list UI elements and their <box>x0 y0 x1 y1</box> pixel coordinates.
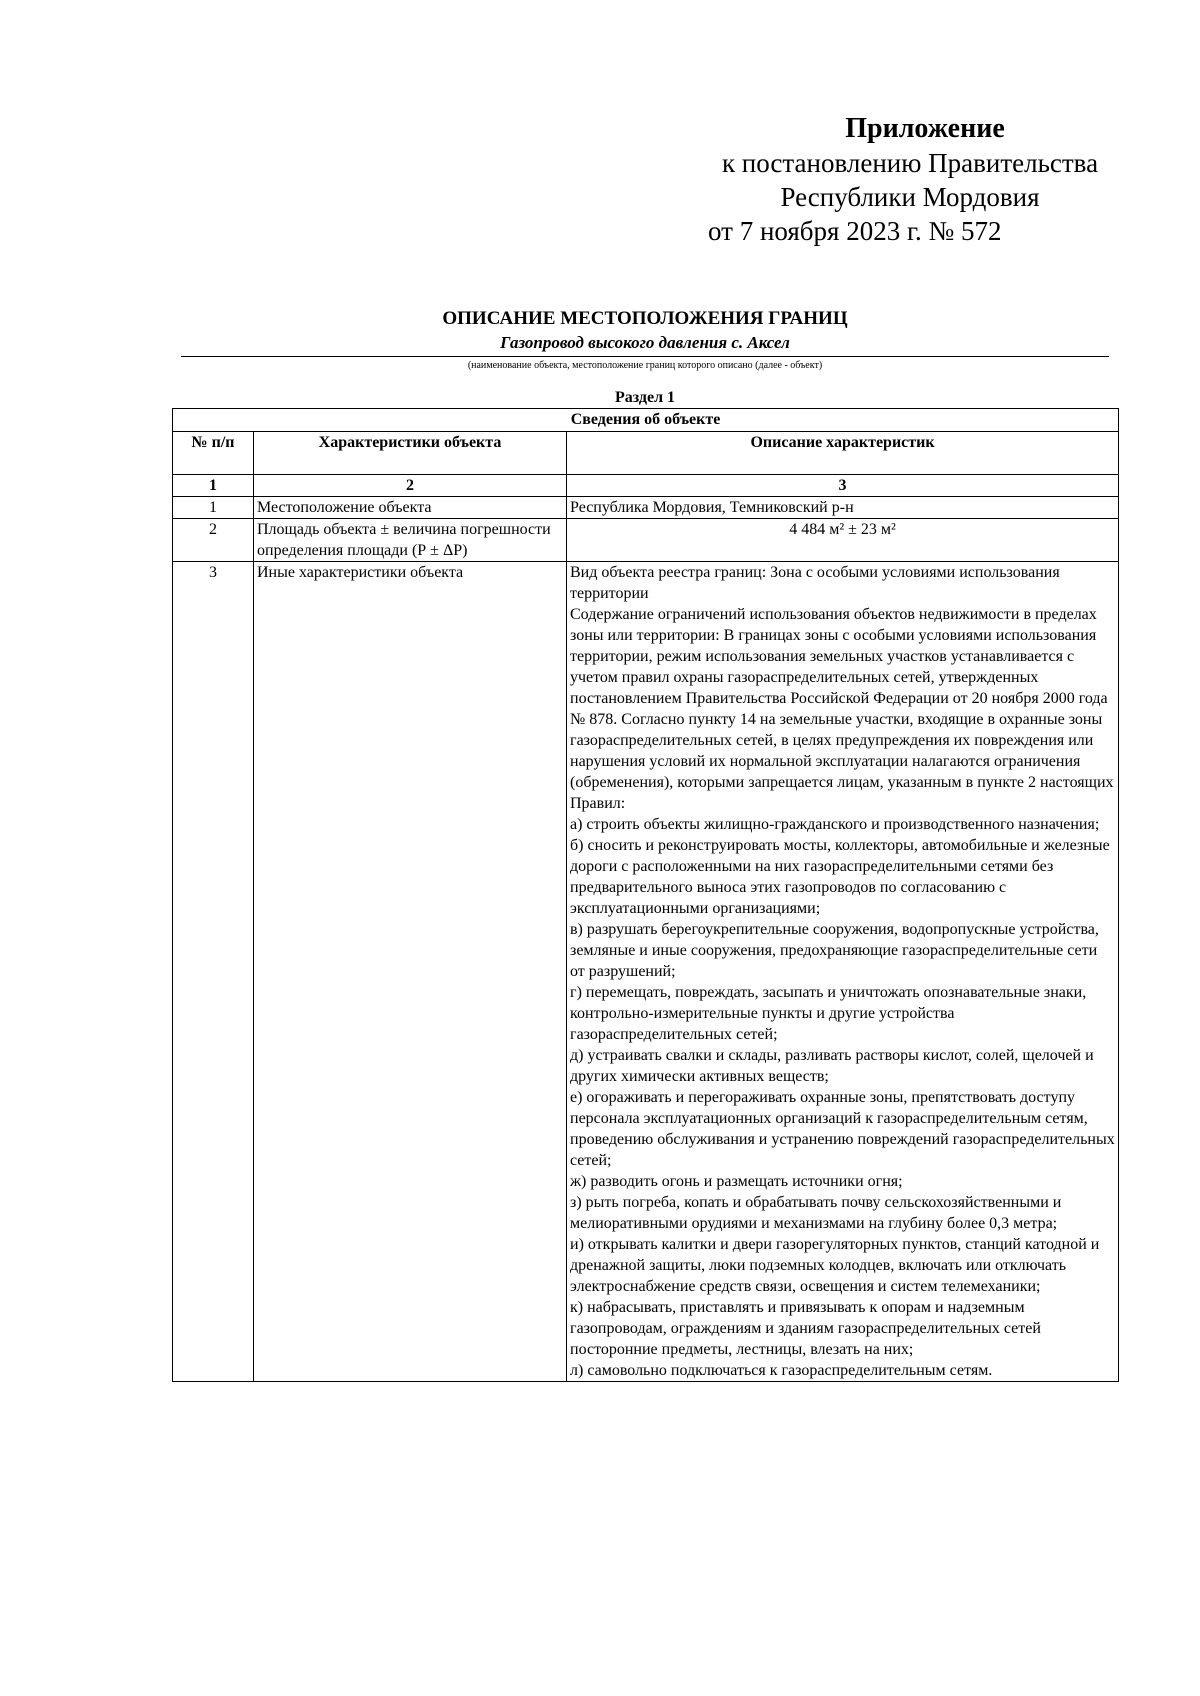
section-label: Раздел 1 <box>614 389 676 406</box>
row-num: 1 <box>173 497 254 519</box>
table-row <box>173 562 1119 1382</box>
description-line: к) набрасывать, приставлять и привязывать к опорам и надземным газопроводам, ограждениям и зданиям газораспределительных сетей посторонние предметы, лестницы, влезать на них; <box>570 1299 1041 1358</box>
description-line: б) сносить и реконструировать мосты, коллекторы, автомобильные и железные дороги с расположенными на них газораспределительными сетями без предварительного выноса этих газопроводов по согласованию с эксплуатационными организациями; <box>570 837 1110 917</box>
appendix-block <box>680 112 1140 248</box>
description-line: Вид объекта реестра границ: Зона с особыми условиями использования территории <box>570 564 1060 602</box>
row-num: 2 <box>173 519 254 562</box>
appendix-line-date: от 7 ноября 2023 г. № 572 <box>708 216 1002 246</box>
description-line: а) строить объекты жилищно-гражданского и производственного назначения; <box>570 816 1100 833</box>
table-caption: Сведения об объекте <box>173 409 1119 432</box>
object-info-table <box>172 408 1119 1382</box>
row-num: 3 <box>173 562 254 1382</box>
description-line: з) рыть погреба, копать и обрабатывать почву сельскохозяйственными и мелиоративными орудиями и механизмами на глубину более 0,3 метра; <box>570 1194 1062 1232</box>
description-line: г) перемещать, повреждать, засыпать и уничтожать опознавательные знаки, контрольно-измерительные пункты и другие устройства газораспределительных сетей; <box>570 984 1087 1043</box>
column-number-1: 1 <box>173 475 254 497</box>
object-name-underline <box>181 356 1109 357</box>
column-number-2: 2 <box>254 475 567 497</box>
table-row <box>173 497 1119 519</box>
description-line: в) разрушать берегоукрепительные сооружения, водопропускные устройства, земляные и иные сооружения, предохраняющие газораспределительные сети от разрушений; <box>570 921 1099 980</box>
row-description-list <box>567 562 1119 1382</box>
row-description: 4 484 м² ± 23 м² <box>567 519 1119 562</box>
description-line: д) устраивать свалки и склады, разливать растворы кислот, солей, щелочей и других химически активных веществ; <box>570 1047 1094 1085</box>
description-line: е) огораживать и перегораживать охранные зоны, препятствовать доступу персонала эксплуатационных организаций к газораспределительным сетям, проведению обслуживания и устранению повреждений газораспределительных сетей; <box>570 1089 1115 1169</box>
appendix-title: Приложение <box>845 113 1005 144</box>
row-description: Республика Мордовия, Темниковский р-н <box>567 497 1119 519</box>
header-characteristic: Характеристики объекта <box>254 432 567 475</box>
table-caption-row <box>173 409 1119 432</box>
column-number-row <box>173 475 1119 497</box>
row-characteristic: Площадь объекта ± величина погрешности определения площади (Р ± ΔР) <box>254 519 567 562</box>
column-number-3: 3 <box>567 475 1119 497</box>
appendix-line-resolution: к постановлению Правительства <box>721 148 1099 178</box>
description-line: Содержание ограничений использования объектов недвижимости в пределах зоны или территории: В границах зоны с особыми условиями использования территории, режим использования земельных участков устанавливается с учетом правил охраны газораспределительных сетей, утвержденных постановлением Правительства Российской Федерации от 20 ноября 2000 года № 878. Согласно пункту 14 на земельные участки, входящие в охранные зоны газораспределительных сетей, в целях предупреждения их повреждения или нарушения условий их нормальной эксплуатации налагаются ограничения (обременения), которыми запрещается лицам, указанным в пункте 2 настоящих Правил: <box>570 606 1114 812</box>
appendix-line-republic: Республики Мордовия <box>780 182 1040 212</box>
table-header-row <box>173 432 1119 475</box>
description-line: и) открывать калитки и двери газорегуляторных пунктов, станций катодной и дренажной защиты, люки подземных колодцев, включать или отключать электроснабжение средств связи, освещения и систем телемеханики; <box>570 1236 1100 1295</box>
row-characteristic: Местоположение объекта <box>254 497 567 519</box>
table-row <box>173 519 1119 562</box>
description-line: л) самовольно подключаться к газораспределительным сетям. <box>570 1362 993 1379</box>
header-num: № п/п <box>173 432 254 475</box>
object-name-note: (наименование объекта, местоположение границ которого описано (далее - объект) <box>467 360 823 371</box>
object-name: Газопровод высокого давления с. Аксел <box>500 333 790 352</box>
row-characteristic: Иные характеристики объекта <box>254 562 567 1382</box>
description-line: ж) разводить огонь и размещать источники огня; <box>570 1173 903 1190</box>
header-description: Описание характеристик <box>567 432 1119 475</box>
document-title: ОПИСАНИЕ МЕСТОПОЛОЖЕНИЯ ГРАНИЦ <box>442 308 848 329</box>
